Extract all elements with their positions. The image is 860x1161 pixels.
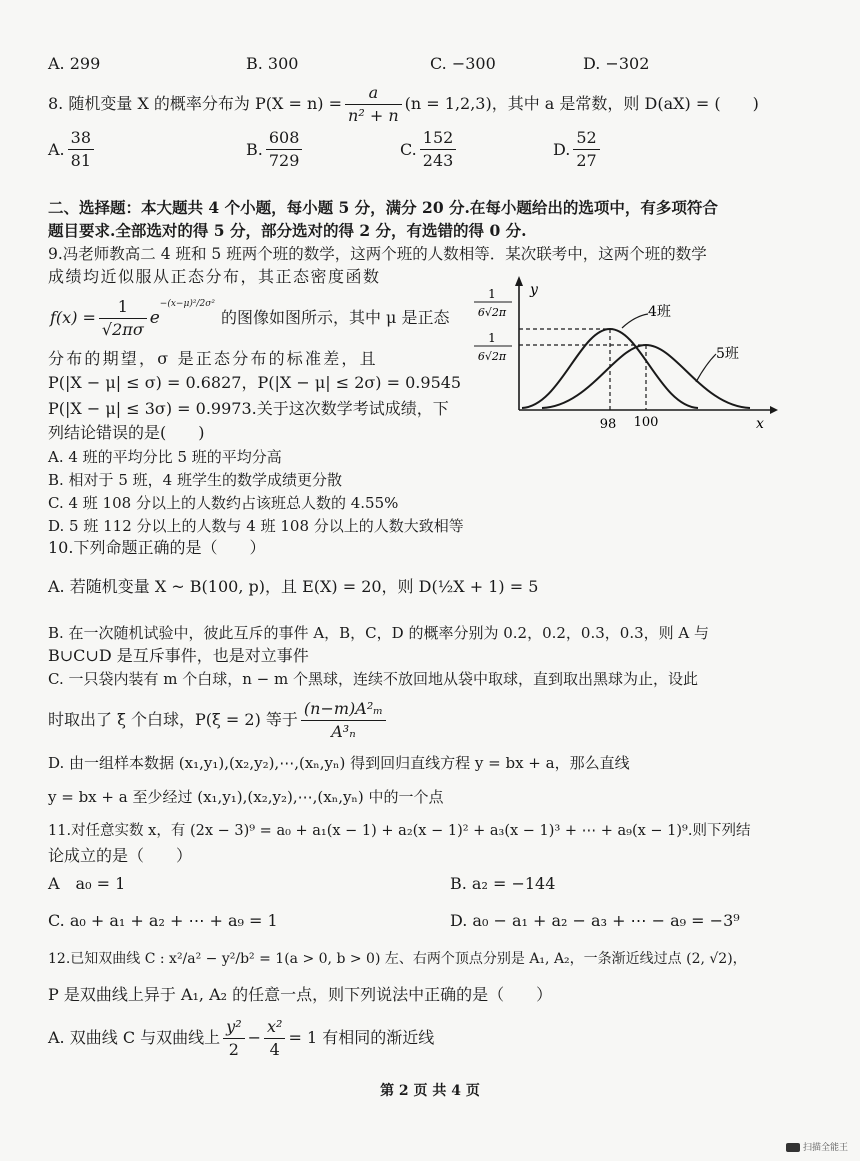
q12-option-a: A. 双曲线 C 与双曲线上 $\frac{\text{y²}}{2}$ − $\frac{\text{x²}}{4}$ = 1 有相同的渐近线 — [48, 1016, 435, 1059]
q11-line1: 11.对任意实数 x，有 (2x − 3)⁹ = a₀ + a₁(x − 1) + a₂(x − 1)² + a₃(x − 1)³ + ⋯ + a₉(x − 1)⁹.则下列结 — [48, 823, 751, 839]
x-axis-arrow-icon — [770, 406, 778, 414]
svg-text:1: 1 — [488, 331, 496, 345]
q9-line2: 成绩均近似服从正态分布，其正态密度函数 — [48, 267, 381, 286]
q11-option-a: A a₀ = 1 — [48, 874, 126, 893]
q9-option-a: A. 4 班的平均分比 5 班的平均分高 — [48, 448, 282, 466]
q10-option-d-line1: D. 由一组样本数据 (x₁,y₁),(x₂,y₂),⋯,(xₙ,yₙ) 得到回归直线方程 y = bx + a，那么直线 — [48, 754, 630, 772]
page-footer: 第 2 页 共 4 页 — [380, 1083, 480, 1099]
q10-stem: 10.下列命题正确的是（ ） — [48, 538, 266, 557]
curve-label-5: 5班 — [716, 346, 739, 362]
normal-distribution-graph — [470, 270, 780, 435]
q11-option-b: B. a₂ = −144 — [450, 874, 556, 893]
q10-option-b-line1: B. 在一次随机试验中，彼此互斥的事件 A，B，C，D 的概率分别为 0.2，0.2，0.3，0.3，则 A 与 — [48, 624, 710, 642]
q12-line2: P 是双曲线上异于 A₁, A₂ 的任意一点，则下列说法中正确的是（ ） — [48, 985, 553, 1004]
scanner-watermark: 扫描全能王 — [786, 1140, 848, 1153]
q9-exponent: −(x−μ)²/2σ² — [159, 299, 215, 309]
label-5-leader — [696, 354, 716, 382]
curve-class-4 — [522, 329, 698, 408]
q10-option-c-line1: C. 一只袋内装有 m 个白球，n − m 个黑球，连续不放回地从袋中取球，直到取出黑球为止，设此 — [48, 670, 698, 688]
q8-stem-start: 8. 随机变量 X 的概率分布为 P(X = n) = — [48, 94, 343, 113]
q10-option-a: A. 若随机变量 X ~ B(100, p)，且 E(X) = 20，则 D(½X + 1) = 5 — [48, 577, 539, 596]
q9-line7: 列结论错误的是( ) — [48, 423, 205, 442]
q12-line1: 12.已知双曲线 C : x²/a² − y²/b² = 1(a > 0, b > 0) 左、右两个顶点分别是 A₁, A₂，一条渐近线过点 (2, √2)， — [48, 951, 747, 967]
q7-option-a: A. 299 — [48, 54, 101, 73]
q11-option-c: C. a₀ + a₁ + a₂ + ⋯ + a₉ = 1 — [48, 911, 278, 930]
q7-option-b: B. 300 — [246, 54, 299, 73]
q8-option-d: D. $\frac{52}{27}$ — [553, 127, 603, 172]
q10-option-b-line2: B∪C∪D 是互斥事件，也是对立事件 — [48, 646, 309, 665]
svg-text:1: 1 — [488, 287, 496, 301]
q9-line5: P(|X − μ| ≤ σ) = 0.6827，P(|X − μ| ≤ 2σ) = 0.9545 — [48, 373, 462, 392]
q9-option-b: B. 相对于 5 班，4 班学生的数学成绩更分散 — [48, 471, 342, 489]
q10-c-fraction: $\frac{\text{(n−m)A²ₘ}}{\text{A³ₙ}}$ — [301, 698, 386, 743]
peak2-denominator: 6√2π — [477, 350, 507, 363]
q10-option-c-line2: 时取出了 ξ 个白球，P(ξ = 2) 等于 $\frac{\text{(n−m)A²ₘ}}{\text{A³ₙ}}$ — [48, 694, 389, 746]
section2-line1: 二、选择题：本大题共 4 个小题，每小题 5 分，满分 20 分.在每小题给出的选项中，有多项符合 — [48, 198, 718, 217]
q8-stem — [48, 82, 759, 126]
q9-density-function: f(x) = $\frac{1}{√2\pi\sigma}$ e −(x−μ)²/2σ² 的图像如图所示，其中 μ 是正态 — [50, 292, 450, 344]
q9-line4: 分布的期望，σ 是正态分布的标准差，且 — [48, 349, 378, 368]
label-4-leader — [622, 314, 648, 328]
q9-option-c: C. 4 班 108 分以上的人数约占该班总人数的 4.55% — [48, 494, 399, 512]
curve-label-4: 4班 — [648, 304, 671, 320]
q8-stem-end: (n = 1,2,3)，其中 a 是常数，则 D(aX) = ( ) — [404, 94, 759, 113]
q8-option-c: C. $\frac{152}{243}$ — [400, 127, 459, 172]
scanner-logo-icon — [786, 1143, 800, 1152]
q9-line1: 9.冯老师教高二 4 班和 5 班两个班的数学，这两个班的人数相等．某次联考中，这两个班的数学 — [48, 245, 707, 263]
q7-option-d: D. −302 — [583, 54, 650, 73]
peak1-denominator: 6√2π — [477, 306, 507, 319]
q8-fraction: $\frac{a}{\text{n² + n}}$ — [345, 82, 402, 127]
q9-option-d: D. 5 班 112 分以上的人数与 4 班 108 分以上的人数大致相等 — [48, 517, 464, 535]
q9-line6: P(|X − μ| ≤ 3σ) = 0.9973.关于这次数学考试成绩，下 — [48, 399, 449, 418]
q7-option-c: C. −300 — [430, 54, 496, 73]
y-axis-label: y — [530, 282, 538, 298]
x-axis-label: x — [756, 416, 764, 432]
y-axis-arrow-icon — [515, 276, 523, 286]
section2-line2: 题目要求.全部选对的得 5 分，部分选对的得 2 分，有选错的得 0 分. — [48, 221, 527, 240]
q11-line2: 论成立的是（ ） — [48, 846, 193, 865]
q11-option-d: D. a₀ − a₁ + a₂ − a₃ + ⋯ − a₉ = −3⁹ — [450, 911, 740, 930]
q8-option-a: A. $\frac{38}{81}$ — [48, 127, 97, 172]
x-tick-98: 98 — [599, 417, 617, 432]
x-tick-100: 100 — [633, 415, 659, 430]
q10-option-d-line2: y = bx + a 至少经过 (x₁,y₁),(x₂,y₂),⋯,(xₙ,yₙ) 中的一个点 — [48, 788, 444, 806]
q8-option-b: B. $\frac{608}{729}$ — [246, 127, 305, 172]
